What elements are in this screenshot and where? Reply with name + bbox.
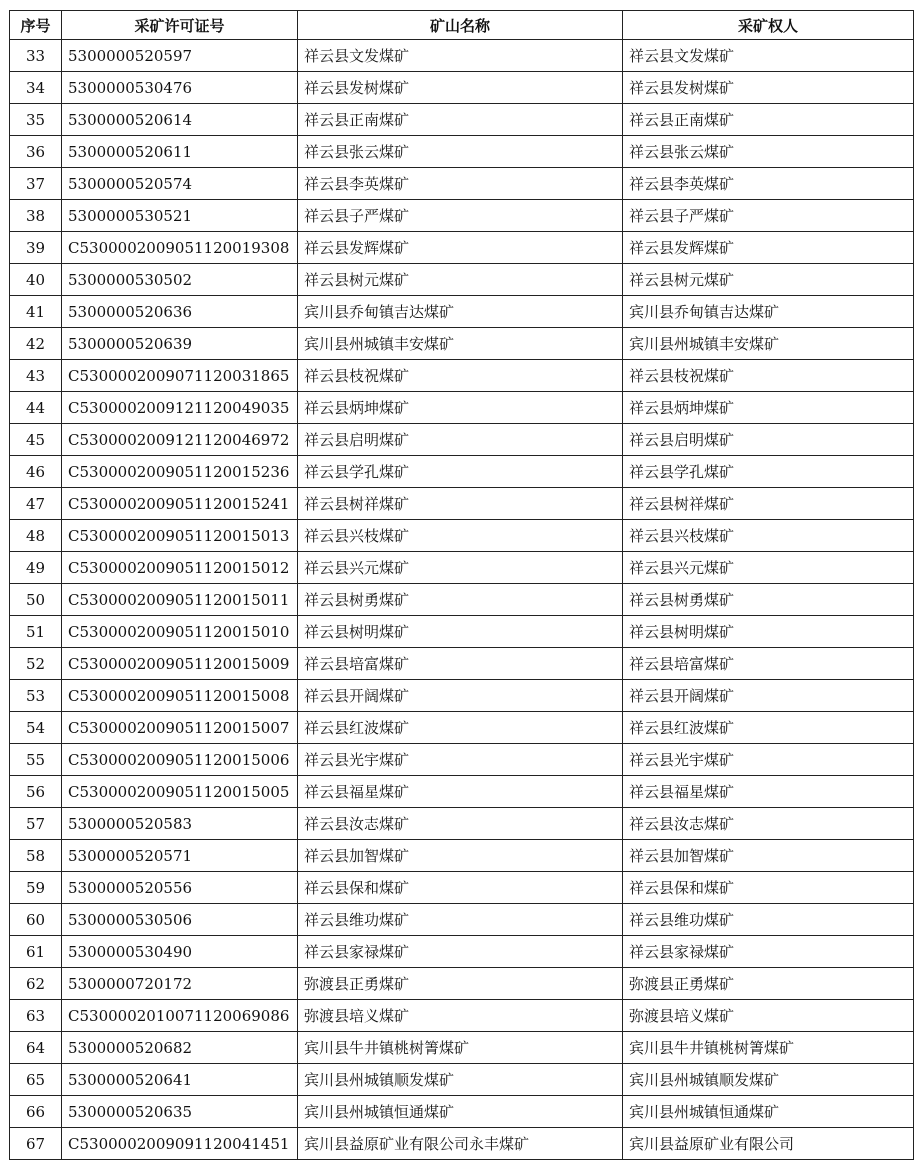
right-holder-cell: 宾川县州城镇恒通煤矿 xyxy=(623,1096,914,1128)
serial-number-cell: 47 xyxy=(10,488,62,520)
serial-number-cell: 50 xyxy=(10,584,62,616)
mine-name-cell: 祥云县加智煤矿 xyxy=(298,840,623,872)
table-row xyxy=(10,872,914,904)
license-number-cell: 5300000520574 xyxy=(62,168,298,200)
license-number-cell: 5300000520614 xyxy=(62,104,298,136)
license-number-cell: 5300000520639 xyxy=(62,328,298,360)
license-number-cell: 5300000520636 xyxy=(62,296,298,328)
table-row xyxy=(10,40,914,72)
mine-name-cell: 祥云县培富煤矿 xyxy=(298,648,623,680)
right-holder-cell: 弥渡县正勇煤矿 xyxy=(623,968,914,1000)
table-row xyxy=(10,488,914,520)
serial-number-cell: 38 xyxy=(10,200,62,232)
serial-number-cell: 60 xyxy=(10,904,62,936)
mine-name-cell: 祥云县子严煤矿 xyxy=(298,200,623,232)
serial-number-cell: 49 xyxy=(10,552,62,584)
right-holder-cell: 宾川县乔甸镇吉达煤矿 xyxy=(623,296,914,328)
serial-number-cell: 45 xyxy=(10,424,62,456)
mine-name-cell: 祥云县福星煤矿 xyxy=(298,776,623,808)
mine-name-cell: 宾川县牛井镇桃树箐煤矿 xyxy=(298,1032,623,1064)
table-row xyxy=(10,584,914,616)
right-holder-cell: 弥渡县培义煤矿 xyxy=(623,1000,914,1032)
mine-name-cell: 祥云县张云煤矿 xyxy=(298,136,623,168)
serial-number-cell: 67 xyxy=(10,1128,62,1160)
table-body xyxy=(10,40,914,1160)
table-header xyxy=(10,11,914,40)
mine-name-cell: 祥云县兴枝煤矿 xyxy=(298,520,623,552)
table-row xyxy=(10,264,914,296)
license-number-cell: C5300002009121120049035 xyxy=(62,392,298,424)
license-number-cell: 5300000520611 xyxy=(62,136,298,168)
table-row xyxy=(10,712,914,744)
mine-name-cell: 祥云县红波煤矿 xyxy=(298,712,623,744)
mine-name-cell: 宾川县益原矿业有限公司永丰煤矿 xyxy=(298,1128,623,1160)
right-holder-cell: 祥云县家禄煤矿 xyxy=(623,936,914,968)
license-number-cell: 5300000530490 xyxy=(62,936,298,968)
license-number-cell: C5300002010071120069086 xyxy=(62,1000,298,1032)
table-row xyxy=(10,1064,914,1096)
right-holder-cell: 祥云县李英煤矿 xyxy=(623,168,914,200)
table-row xyxy=(10,392,914,424)
mine-name-cell: 祥云县发树煤矿 xyxy=(298,72,623,104)
table-row xyxy=(10,648,914,680)
license-number-cell: C5300002009121120046972 xyxy=(62,424,298,456)
table-row xyxy=(10,1032,914,1064)
mine-name-cell: 祥云县保和煤矿 xyxy=(298,872,623,904)
table-row xyxy=(10,104,914,136)
serial-number-cell: 35 xyxy=(10,104,62,136)
mine-name-cell: 祥云县开阔煤矿 xyxy=(298,680,623,712)
header-license-number: 采矿许可证号 xyxy=(62,11,298,40)
license-number-cell: C5300002009051120015010 xyxy=(62,616,298,648)
license-number-cell: C5300002009051120015236 xyxy=(62,456,298,488)
license-number-cell: C5300002009051120015008 xyxy=(62,680,298,712)
license-number-cell: 5300000520597 xyxy=(62,40,298,72)
mine-name-cell: 弥渡县培义煤矿 xyxy=(298,1000,623,1032)
table-row xyxy=(10,200,914,232)
license-number-cell: C5300002009071120031865 xyxy=(62,360,298,392)
right-holder-cell: 祥云县兴枝煤矿 xyxy=(623,520,914,552)
right-holder-cell: 祥云县树明煤矿 xyxy=(623,616,914,648)
right-holder-cell: 祥云县保和煤矿 xyxy=(623,872,914,904)
serial-number-cell: 48 xyxy=(10,520,62,552)
right-holder-cell: 祥云县学孔煤矿 xyxy=(623,456,914,488)
right-holder-cell: 宾川县益原矿业有限公司 xyxy=(623,1128,914,1160)
mine-name-cell: 祥云县光宇煤矿 xyxy=(298,744,623,776)
license-number-cell: C5300002009051120015012 xyxy=(62,552,298,584)
serial-number-cell: 36 xyxy=(10,136,62,168)
serial-number-cell: 64 xyxy=(10,1032,62,1064)
table-row xyxy=(10,328,914,360)
table-row xyxy=(10,680,914,712)
serial-number-cell: 65 xyxy=(10,1064,62,1096)
serial-number-cell: 66 xyxy=(10,1096,62,1128)
table-row xyxy=(10,936,914,968)
mine-name-cell: 祥云县家禄煤矿 xyxy=(298,936,623,968)
table-row xyxy=(10,1128,914,1160)
table-row xyxy=(10,168,914,200)
mine-name-cell: 祥云县兴元煤矿 xyxy=(298,552,623,584)
serial-number-cell: 37 xyxy=(10,168,62,200)
right-holder-cell: 祥云县汝志煤矿 xyxy=(623,808,914,840)
table-row xyxy=(10,456,914,488)
mine-name-cell: 祥云县汝志煤矿 xyxy=(298,808,623,840)
mining-license-table xyxy=(9,10,914,1160)
mine-name-cell: 祥云县炳坤煤矿 xyxy=(298,392,623,424)
table-row xyxy=(10,616,914,648)
license-number-cell: C5300002009091120041451 xyxy=(62,1128,298,1160)
serial-number-cell: 46 xyxy=(10,456,62,488)
right-holder-cell: 祥云县枝祝煤矿 xyxy=(623,360,914,392)
serial-number-cell: 44 xyxy=(10,392,62,424)
right-holder-cell: 祥云县发树煤矿 xyxy=(623,72,914,104)
right-holder-cell: 宾川县州城镇丰安煤矿 xyxy=(623,328,914,360)
mine-name-cell: 弥渡县正勇煤矿 xyxy=(298,968,623,1000)
table-row xyxy=(10,296,914,328)
license-number-cell: C5300002009051120015006 xyxy=(62,744,298,776)
license-number-cell: 5300000520682 xyxy=(62,1032,298,1064)
table-row xyxy=(10,1096,914,1128)
right-holder-cell: 祥云县子严煤矿 xyxy=(623,200,914,232)
table-row xyxy=(10,1000,914,1032)
license-number-cell: C5300002009051120015013 xyxy=(62,520,298,552)
serial-number-cell: 58 xyxy=(10,840,62,872)
right-holder-cell: 祥云县启明煤矿 xyxy=(623,424,914,456)
right-holder-cell: 宾川县州城镇顺发煤矿 xyxy=(623,1064,914,1096)
license-number-cell: 5300000520571 xyxy=(62,840,298,872)
mine-name-cell: 祥云县树勇煤矿 xyxy=(298,584,623,616)
mine-name-cell: 祥云县发辉煤矿 xyxy=(298,232,623,264)
serial-number-cell: 59 xyxy=(10,872,62,904)
serial-number-cell: 51 xyxy=(10,616,62,648)
license-number-cell: 5300000520583 xyxy=(62,808,298,840)
mine-name-cell: 宾川县乔甸镇吉达煤矿 xyxy=(298,296,623,328)
serial-number-cell: 33 xyxy=(10,40,62,72)
mine-name-cell: 祥云县树祥煤矿 xyxy=(298,488,623,520)
right-holder-cell: 宾川县牛井镇桃树箐煤矿 xyxy=(623,1032,914,1064)
header-right-holder: 采矿权人 xyxy=(623,11,914,40)
table-row xyxy=(10,360,914,392)
mine-name-cell: 祥云县文发煤矿 xyxy=(298,40,623,72)
serial-number-cell: 39 xyxy=(10,232,62,264)
serial-number-cell: 41 xyxy=(10,296,62,328)
table-row xyxy=(10,520,914,552)
serial-number-cell: 40 xyxy=(10,264,62,296)
license-number-cell: C5300002009051120015011 xyxy=(62,584,298,616)
license-number-cell: C5300002009051120015007 xyxy=(62,712,298,744)
mine-name-cell: 祥云县树明煤矿 xyxy=(298,616,623,648)
license-number-cell: 5300000520556 xyxy=(62,872,298,904)
serial-number-cell: 63 xyxy=(10,1000,62,1032)
table-row xyxy=(10,840,914,872)
table-row xyxy=(10,744,914,776)
table-row xyxy=(10,776,914,808)
right-holder-cell: 祥云县树元煤矿 xyxy=(623,264,914,296)
license-number-cell: 5300000520641 xyxy=(62,1064,298,1096)
mine-name-cell: 祥云县维功煤矿 xyxy=(298,904,623,936)
mine-name-cell: 宾川县州城镇恒通煤矿 xyxy=(298,1096,623,1128)
right-holder-cell: 祥云县树勇煤矿 xyxy=(623,584,914,616)
serial-number-cell: 34 xyxy=(10,72,62,104)
right-holder-cell: 祥云县兴元煤矿 xyxy=(623,552,914,584)
right-holder-cell: 祥云县文发煤矿 xyxy=(623,40,914,72)
header-mine-name: 矿山名称 xyxy=(298,11,623,40)
mine-name-cell: 祥云县树元煤矿 xyxy=(298,264,623,296)
serial-number-cell: 57 xyxy=(10,808,62,840)
right-holder-cell: 祥云县维功煤矿 xyxy=(623,904,914,936)
right-holder-cell: 祥云县加智煤矿 xyxy=(623,840,914,872)
right-holder-cell: 祥云县张云煤矿 xyxy=(623,136,914,168)
license-number-cell: 5300000530521 xyxy=(62,200,298,232)
license-number-cell: C5300002009051120015241 xyxy=(62,488,298,520)
right-holder-cell: 祥云县光宇煤矿 xyxy=(623,744,914,776)
table-row xyxy=(10,136,914,168)
license-number-cell: C5300002009051120015005 xyxy=(62,776,298,808)
license-number-cell: 5300000530506 xyxy=(62,904,298,936)
right-holder-cell: 祥云县发辉煤矿 xyxy=(623,232,914,264)
table-row xyxy=(10,72,914,104)
serial-number-cell: 55 xyxy=(10,744,62,776)
right-holder-cell: 祥云县炳坤煤矿 xyxy=(623,392,914,424)
table-row xyxy=(10,968,914,1000)
license-number-cell: 5300000520635 xyxy=(62,1096,298,1128)
license-number-cell: 5300000530502 xyxy=(62,264,298,296)
table-row xyxy=(10,424,914,456)
mine-name-cell: 祥云县正南煤矿 xyxy=(298,104,623,136)
mine-name-cell: 祥云县启明煤矿 xyxy=(298,424,623,456)
serial-number-cell: 56 xyxy=(10,776,62,808)
mine-name-cell: 祥云县枝祝煤矿 xyxy=(298,360,623,392)
serial-number-cell: 42 xyxy=(10,328,62,360)
license-number-cell: 5300000720172 xyxy=(62,968,298,1000)
table-row xyxy=(10,552,914,584)
table-row xyxy=(10,904,914,936)
header-row xyxy=(10,11,914,40)
serial-number-cell: 43 xyxy=(10,360,62,392)
serial-number-cell: 54 xyxy=(10,712,62,744)
license-number-cell: 5300000530476 xyxy=(62,72,298,104)
table-row xyxy=(10,232,914,264)
mine-name-cell: 祥云县李英煤矿 xyxy=(298,168,623,200)
right-holder-cell: 祥云县红波煤矿 xyxy=(623,712,914,744)
right-holder-cell: 祥云县开阔煤矿 xyxy=(623,680,914,712)
serial-number-cell: 62 xyxy=(10,968,62,1000)
mine-name-cell: 宾川县州城镇顺发煤矿 xyxy=(298,1064,623,1096)
mine-name-cell: 宾川县州城镇丰安煤矿 xyxy=(298,328,623,360)
serial-number-cell: 52 xyxy=(10,648,62,680)
right-holder-cell: 祥云县福星煤矿 xyxy=(623,776,914,808)
right-holder-cell: 祥云县正南煤矿 xyxy=(623,104,914,136)
serial-number-cell: 61 xyxy=(10,936,62,968)
license-number-cell: C5300002009051120015009 xyxy=(62,648,298,680)
header-serial-number: 序号 xyxy=(10,11,62,40)
right-holder-cell: 祥云县树祥煤矿 xyxy=(623,488,914,520)
right-holder-cell: 祥云县培富煤矿 xyxy=(623,648,914,680)
license-number-cell: C5300002009051120019308 xyxy=(62,232,298,264)
serial-number-cell: 53 xyxy=(10,680,62,712)
table-row xyxy=(10,808,914,840)
mine-name-cell: 祥云县学孔煤矿 xyxy=(298,456,623,488)
